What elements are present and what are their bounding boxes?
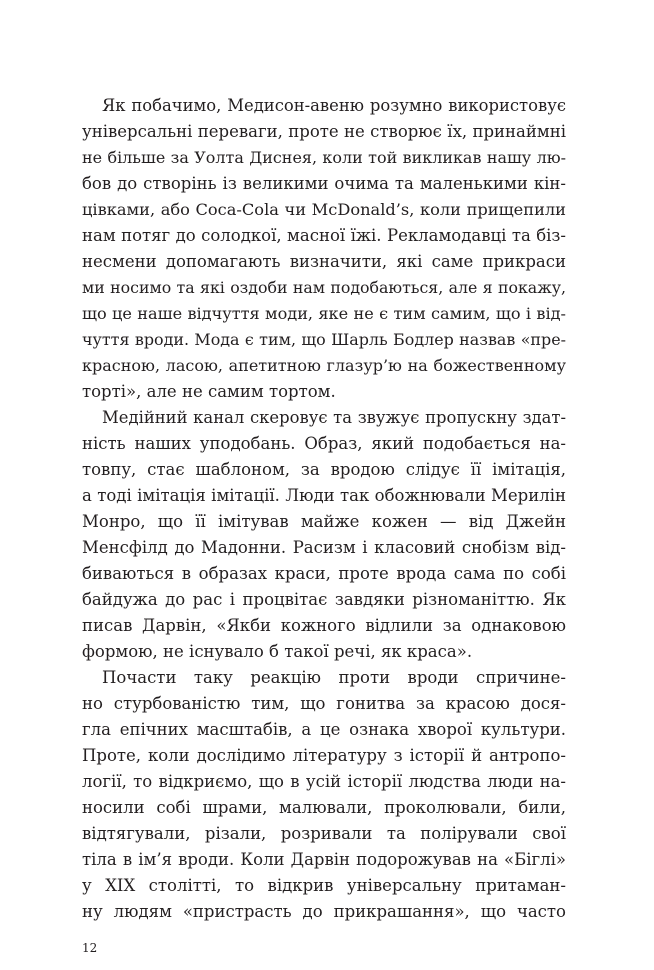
text-line: бов до створінь із великими очима та маленькими кін- (82, 174, 566, 193)
text-line: несмени допомагають визначити, які саме прикраси (82, 252, 566, 271)
text-line: чуття вроди. Мода є тим, що Шарль Бодлер назвав «пре- (82, 330, 566, 349)
text-line: Медійний канал скеровує та звужує пропускну здат- (102, 408, 566, 427)
text-line: Монро, що її імітував майже кожен — від Джейн (82, 512, 566, 531)
text-line: формою, не існувало б такої речі, як краса». (82, 642, 473, 661)
text-line: що це наше відчуття моди, яке не є тим самим, що і від- (82, 304, 566, 323)
text-line: у XIX столітті, то відкрив універсальну притаман- (82, 876, 566, 895)
text-line: ми носимо та які оздоби нам подобаються, але я покажу, (82, 278, 566, 297)
text-line: биваються в образах краси, проте врода сама по собі (82, 564, 566, 583)
text-line: цівками, або Coca-Cola чи McDonald’s, коли прищепили (82, 200, 566, 219)
text-line: не більше за Уолта Диснея, коли той викликав нашу лю- (82, 148, 566, 167)
text-line: гла епічних масштабів, а це ознака хворої культури. (82, 720, 566, 739)
text-line: відтягували, різали, розривали та полірували свої (82, 824, 566, 843)
text-line: байдужа до рас і процвітає завдяки різноманіттю. Як (82, 590, 566, 609)
text-line: торті», але не самим тортом. (82, 382, 336, 401)
text-line: писав Дарвін, «Якби кожного відлили за однаковою (82, 616, 566, 635)
text-line: тіла в ім’я вроди. Коли Дарвін подорожував на «Біглі» (82, 850, 566, 869)
text-line: но стурбованістю тим, що гонитва за красою дося- (82, 694, 566, 713)
text-line: носили собі шрами, малювали, проколювали, били, (82, 798, 566, 817)
text-line: ну людям «пристрасть до прикрашання», що часто (82, 902, 566, 921)
text-line: а тоді імітація імітації. Люди так обожнювали Мерилін (82, 486, 566, 505)
text-line: Як побачимо, Медисон-авеню розумно використовує (102, 96, 566, 115)
text-line: логії, то відкриємо, що в усій історії людства люди на- (82, 772, 566, 791)
text-line: Менсфілд до Мадонни. Расизм і класовий снобізм від- (82, 538, 566, 557)
text-line: Проте, коли дослідимо літературу з історії й антропо- (82, 746, 566, 765)
text-line: нам потяг до солодкої, масної їжі. Рекламодавці та біз- (82, 226, 566, 245)
text-line: Почасти таку реакцію проти вроди спричине- (102, 668, 566, 687)
text-line: товпу, стає шаблоном, за вродою слідує її імітація, (82, 460, 566, 479)
text-line: ність наших уподобань. Образ, який подобається на- (82, 434, 566, 453)
page-number: 12 (82, 941, 98, 955)
text-line: універсальні переваги, проте не створює їх, принаймні (82, 122, 566, 141)
text-line: красною, ласою, апетитною глазур’ю на божественному (82, 356, 566, 375)
